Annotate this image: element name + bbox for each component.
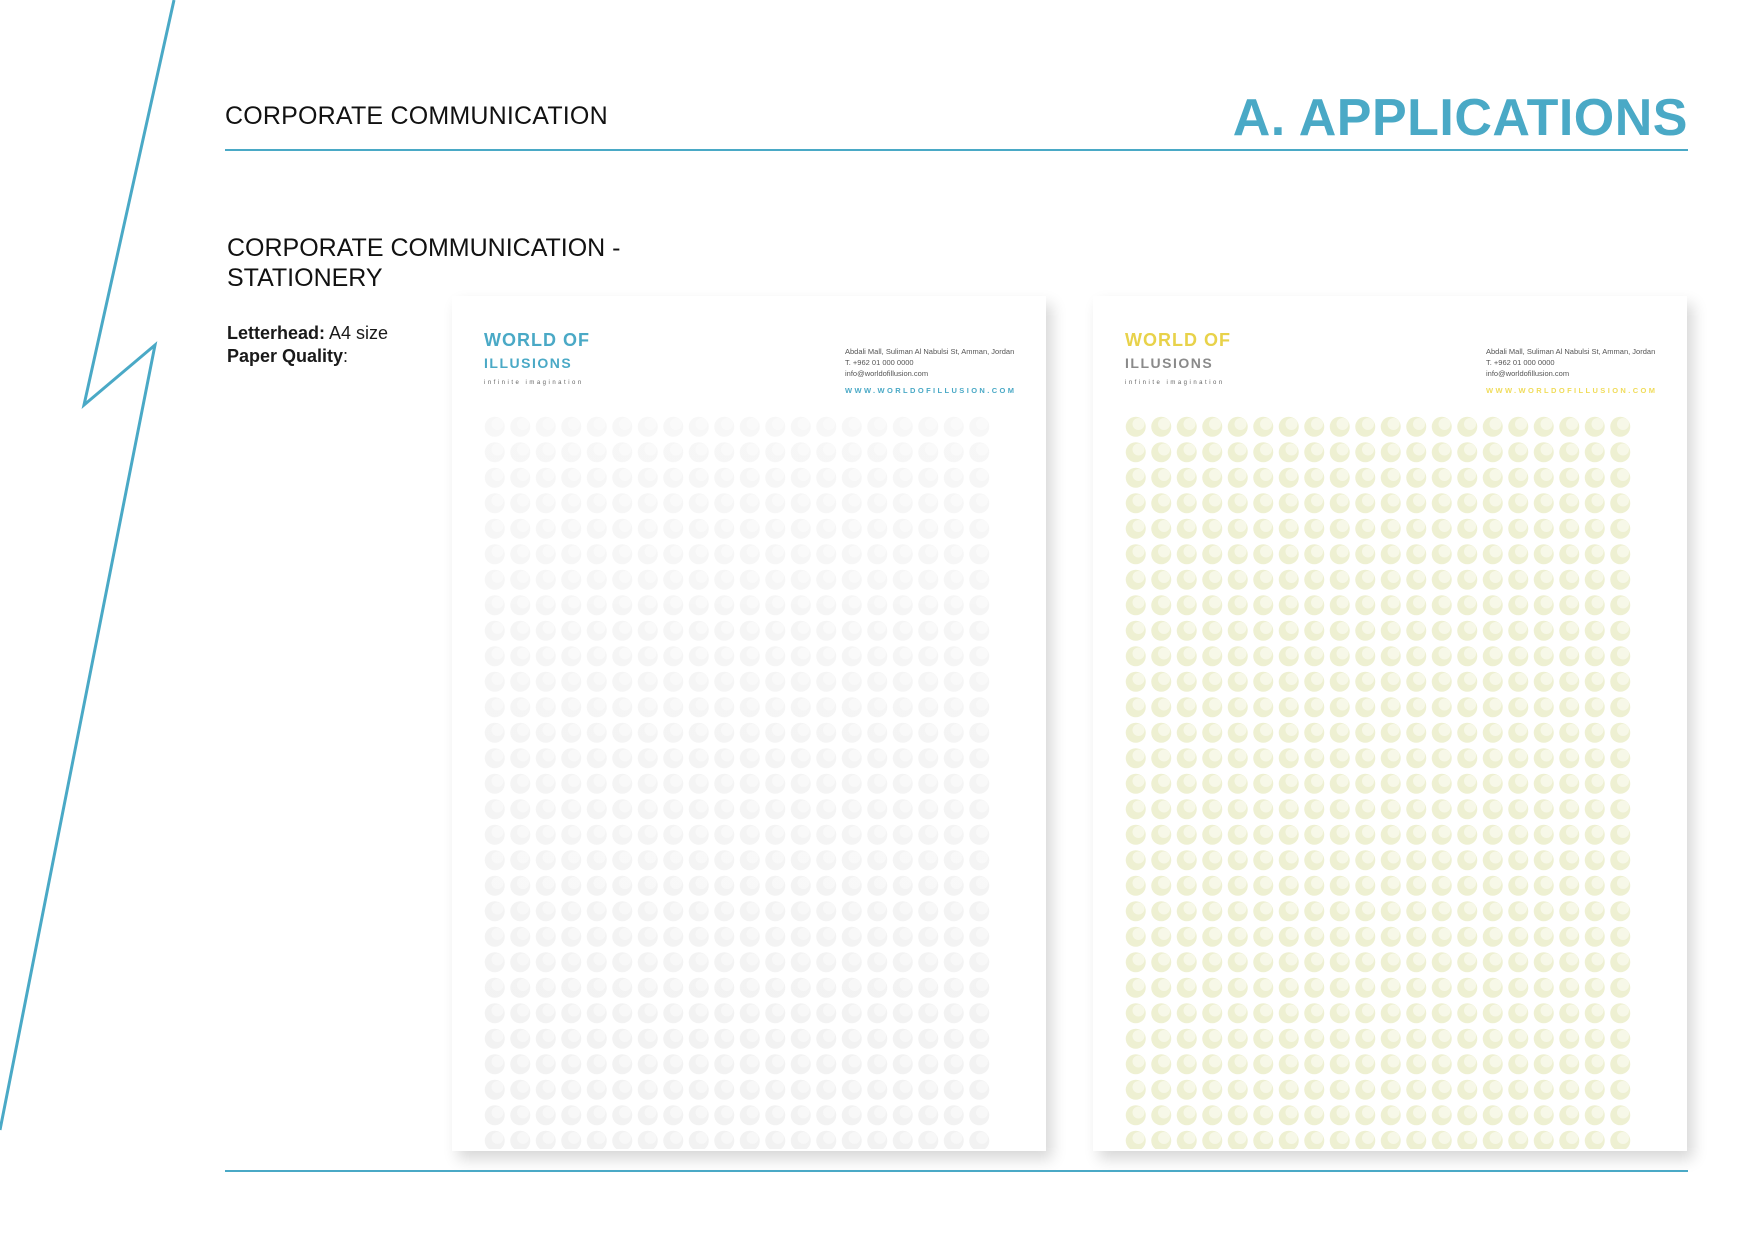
logo-line-2: ILLUSIONS — [484, 355, 573, 371]
website-text: WWW.WORLDOFILLUSION.COM — [1486, 386, 1658, 395]
logo-line-2: ILLUSIONS — [1125, 355, 1214, 371]
contact-block — [1486, 346, 1657, 396]
section-header: CORPORATE COMMUNICATION — [225, 102, 608, 130]
spec-paper-suffix: : — [343, 346, 349, 366]
top-divider — [225, 149, 1688, 151]
address-text: Abdali Mall, Suliman Al Nabulsi St, Amman, Jordan — [845, 347, 1015, 356]
lightning-bolt-decoration — [0, 0, 200, 1140]
letterhead-blue — [452, 296, 1046, 1151]
page-title-line-2: STATIONERY — [227, 264, 383, 292]
phone-text: T. +962 01 000 0000 — [845, 358, 914, 367]
logo-line-1: WORLD OF — [484, 330, 590, 350]
spec-paper-label: Paper Quality — [227, 346, 344, 366]
logo-line-1: WORLD OF — [1125, 330, 1231, 350]
letterhead-yellow — [1093, 296, 1687, 1151]
page-title-line-1: CORPORATE COMMUNICATION - — [227, 234, 621, 262]
email-text: info@worldofillusion.com — [845, 369, 929, 378]
contact-block — [845, 346, 1016, 396]
spec-paper-quality — [227, 345, 388, 368]
website-text: WWW.WORLDOFILLUSION.COM — [845, 386, 1017, 395]
spec-letterhead — [227, 322, 388, 345]
dot-pattern-background — [1123, 414, 1633, 1149]
specifications — [227, 322, 388, 368]
spec-letterhead-value: A4 size — [329, 323, 389, 343]
logo-tagline: infinite imagination — [1125, 380, 1225, 386]
address-text: Abdali Mall, Suliman Al Nabulsi St, Amman, Jordan — [1486, 347, 1656, 356]
email-text: info@worldofillusion.com — [1486, 369, 1570, 378]
dot-pattern-background — [482, 414, 992, 1149]
phone-text: T. +962 01 000 0000 — [1486, 358, 1555, 367]
chapter-title: A. APPLICATIONS — [1232, 89, 1688, 147]
logo-tagline: infinite imagination — [484, 380, 584, 386]
page-title — [227, 233, 667, 293]
brand-logo — [1125, 330, 1235, 394]
bottom-divider — [225, 1170, 1688, 1172]
spec-letterhead-label: Letterhead: — [227, 323, 326, 343]
brand-logo — [484, 330, 594, 394]
